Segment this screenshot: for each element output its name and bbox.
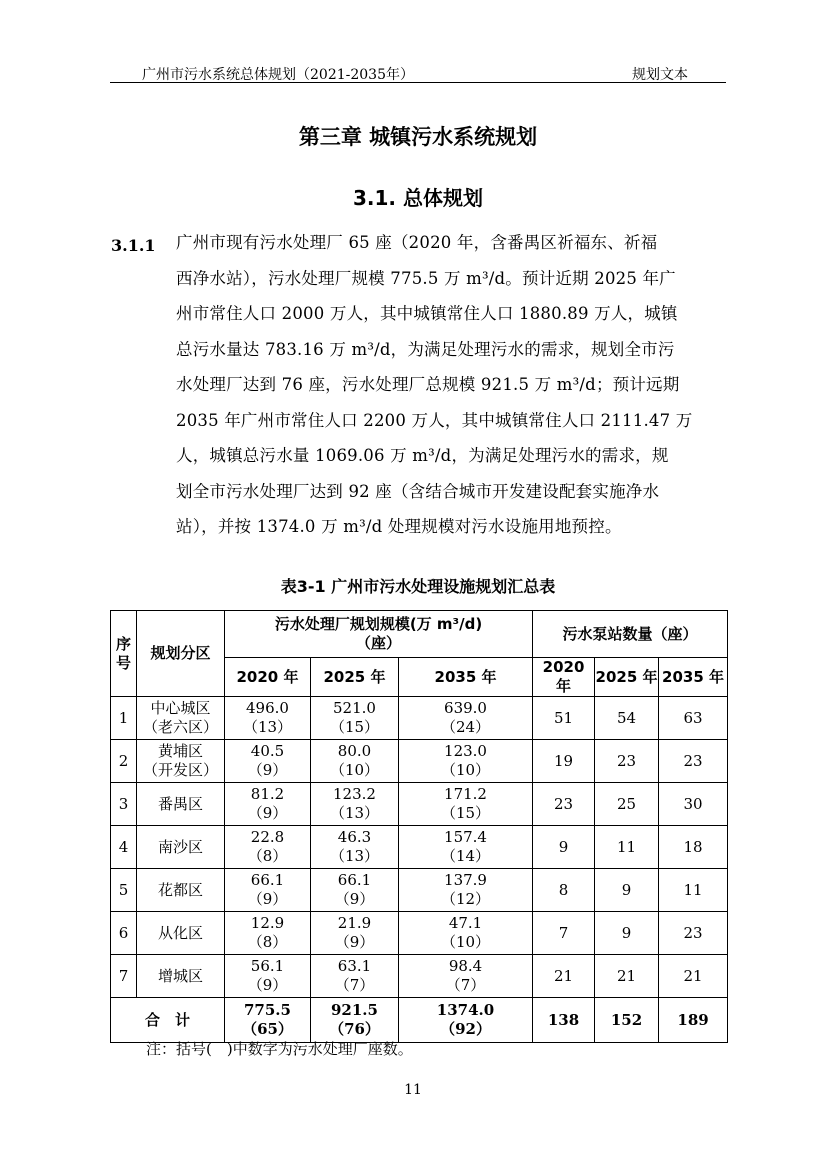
cell-plant-2020: 56.1 （9） — [225, 955, 311, 998]
header-year: 2035 年 — [399, 658, 533, 697]
cell-seq: 3 — [111, 783, 137, 826]
cell-seq: 1 — [111, 697, 137, 740]
cell-seq: 5 — [111, 869, 137, 912]
summary-table — [110, 610, 728, 1043]
cell-pump-2035: 63 — [659, 697, 728, 740]
table-note: 注：括号( )中数字为污水处理厂座数。 — [146, 1040, 413, 1058]
header-year: 2025 年 — [595, 658, 659, 697]
cell-pump-2035: 23 — [659, 740, 728, 783]
cell-pump-2035: 21 — [659, 955, 728, 998]
cell-pump-2025: 21 — [595, 955, 659, 998]
header-plant-scale: 污水处理厂规划规模(万 m³/d)（座） — [225, 611, 533, 658]
cell-plant-2035: 639.0 （24） — [399, 697, 533, 740]
header-year: 2025 年 — [311, 658, 399, 697]
paragraph-line: 站），并按 1374.0 万 m³/d 处理规模对污水设施用地预控。 — [176, 517, 622, 536]
paragraph-line: 西净水站），污水处理厂规模 775.5 万 m³/d。预计近期 2025 年广 — [176, 268, 676, 288]
cell-pump-2035: 23 — [659, 912, 728, 955]
chapter-title: 第三章 城镇污水系统规划 — [298, 125, 538, 149]
cell-pump-2020: 21 — [533, 955, 595, 998]
cell-district: 中心城区 （老六区） — [137, 697, 225, 740]
cell-pump-2035: 30 — [659, 783, 728, 826]
paragraph-line: 总污水量达 783.16 万 m³/d，为满足处理污水的需求，规划全市污 — [176, 339, 675, 359]
cell-plant-2025: 123.2 （13） — [311, 783, 399, 826]
cell-plant-2025: 46.3 （13） — [311, 826, 399, 869]
cell-pump-2025: 9 — [595, 869, 659, 912]
paragraph-line: 州市常住人口 2000 万人，其中城镇常住人口 1880.89 万人，城镇 — [176, 304, 678, 323]
cell-district: 黄埔区 （开发区） — [137, 740, 225, 783]
cell-seq: 4 — [111, 826, 137, 869]
cell-plant-2035: 171.2 （15） — [399, 783, 533, 826]
cell-plant-2020: 81.2 （9） — [225, 783, 311, 826]
header-pump-count: 污水泵站数量（座） — [533, 611, 728, 658]
total-pump-2025: 152 — [595, 998, 659, 1043]
paragraph-number: 3.1.1 — [111, 236, 156, 255]
table-row — [111, 955, 728, 998]
document-type: 规划文本 — [632, 67, 688, 83]
cell-plant-2020: 496.0 （13） — [225, 697, 311, 740]
cell-pump-2035: 11 — [659, 869, 728, 912]
header-district: 规划分区 — [137, 611, 225, 697]
cell-plant-2035: 123.0 （10） — [399, 740, 533, 783]
total-plant-2035: 1374.0 （92） — [399, 998, 533, 1043]
cell-plant-2035: 157.4 （14） — [399, 826, 533, 869]
table-row — [111, 783, 728, 826]
cell-pump-2025: 11 — [595, 826, 659, 869]
cell-plant-2025: 80.0 （10） — [311, 740, 399, 783]
cell-plant-2020: 40.5 （9） — [225, 740, 311, 783]
total-plant-2020: 775.5 （65） — [225, 998, 311, 1043]
cell-plant-2035: 137.9 （12） — [399, 869, 533, 912]
total-label: 合 计 — [111, 998, 225, 1043]
cell-plant-2020: 66.1 （9） — [225, 869, 311, 912]
table-total-row — [111, 998, 728, 1043]
page-header — [110, 62, 726, 84]
cell-district: 花都区 — [137, 869, 225, 912]
cell-seq: 6 — [111, 912, 137, 955]
document-title: 广州市污水系统总体规划（2021-2035年） — [142, 67, 414, 83]
cell-pump-2020: 19 — [533, 740, 595, 783]
section-title: 3.1. 总体规划 — [353, 186, 483, 210]
total-pump-2035: 189 — [659, 998, 728, 1043]
table-row — [111, 826, 728, 869]
page-number: 11 — [404, 1082, 422, 1098]
cell-pump-2020: 23 — [533, 783, 595, 826]
cell-plant-2025: 63.1 （7） — [311, 955, 399, 998]
cell-pump-2025: 25 — [595, 783, 659, 826]
table-header-row — [111, 611, 728, 658]
cell-plant-2020: 22.8 （8） — [225, 826, 311, 869]
cell-district: 番禺区 — [137, 783, 225, 826]
cell-pump-2025: 54 — [595, 697, 659, 740]
cell-pump-2020: 7 — [533, 912, 595, 955]
table-row — [111, 912, 728, 955]
table-caption: 表3-1 广州市污水处理设施规划汇总表 — [280, 577, 556, 596]
cell-pump-2020: 8 — [533, 869, 595, 912]
header-year: 2035 年 — [659, 658, 728, 697]
header-year: 2020 年 — [533, 658, 595, 697]
cell-seq: 7 — [111, 955, 137, 998]
cell-plant-2025: 21.9 （9） — [311, 912, 399, 955]
cell-plant-2020: 12.9 （8） — [225, 912, 311, 955]
paragraph-line: 广州市现有污水处理厂 65 座（2020 年，含番禺区祈福东、祈福 — [176, 233, 658, 252]
cell-plant-2035: 47.1 （10） — [399, 912, 533, 955]
table-row — [111, 697, 728, 740]
cell-district: 增城区 — [137, 955, 225, 998]
paragraph-line: 水处理厂达到 76 座，污水处理厂总规模 921.5 万 m³/d；预计远期 — [176, 375, 680, 394]
cell-seq: 2 — [111, 740, 137, 783]
cell-plant-2035: 98.4 （7） — [399, 955, 533, 998]
cell-pump-2020: 51 — [533, 697, 595, 740]
table-row — [111, 740, 728, 783]
header-year: 2020 年 — [225, 658, 311, 697]
cell-pump-2025: 23 — [595, 740, 659, 783]
paragraph-line: 2035 年广州市常住人口 2200 万人，其中城镇常住人口 2111.47 万 — [176, 410, 693, 430]
paragraph-body — [176, 233, 726, 553]
cell-pump-2020: 9 — [533, 826, 595, 869]
cell-district: 从化区 — [137, 912, 225, 955]
total-pump-2020: 138 — [533, 998, 595, 1043]
cell-pump-2025: 9 — [595, 912, 659, 955]
paragraph-line: 划全市污水处理厂达到 92 座（含结合城市开发建设配套实施净水 — [176, 481, 660, 501]
cell-plant-2025: 521.0 （15） — [311, 697, 399, 740]
header-rule — [110, 82, 726, 83]
header-seq: 序号 — [111, 611, 137, 697]
total-plant-2025: 921.5 （76） — [311, 998, 399, 1043]
cell-pump-2035: 18 — [659, 826, 728, 869]
cell-district: 南沙区 — [137, 826, 225, 869]
paragraph-line: 人，城镇总污水量 1069.06 万 m³/d，为满足处理污水的需求，规 — [176, 446, 669, 465]
table-row — [111, 869, 728, 912]
cell-plant-2025: 66.1 （9） — [311, 869, 399, 912]
